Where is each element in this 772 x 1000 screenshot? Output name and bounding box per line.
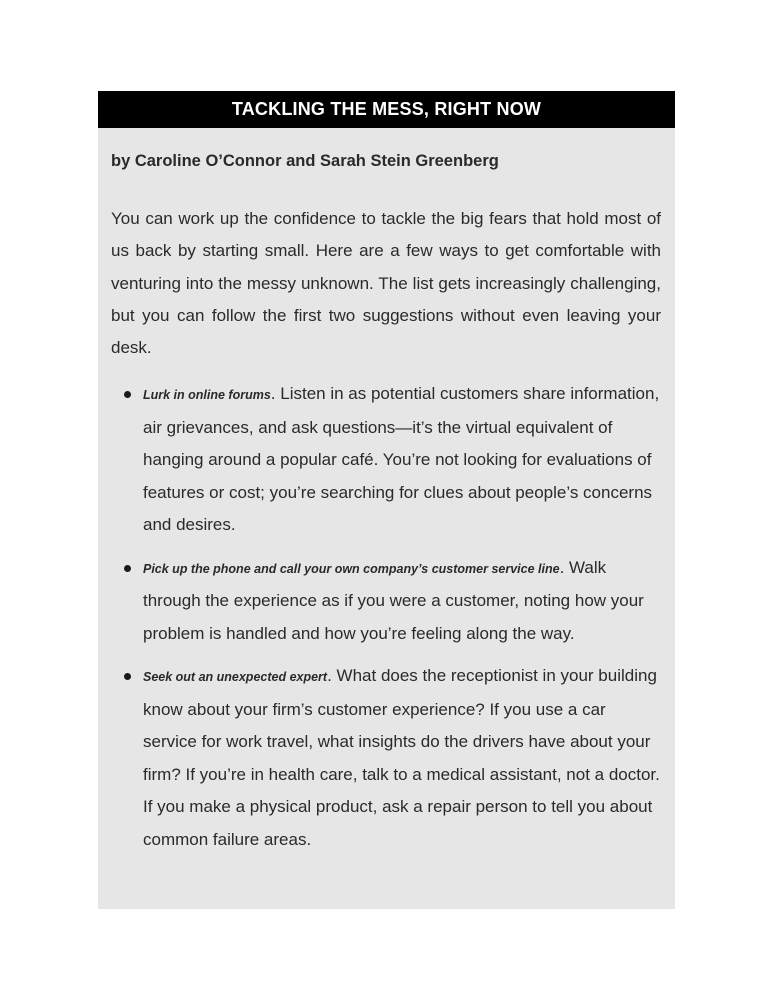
list-item: [143, 660, 661, 856]
tip-text: Listen in as potential customers share information, air grievances, and ask questions—it’s the virtual equivalent of hanging around a popular café. You’re not looking for evaluations of features or cost; you’re searching for clues about people’s concerns and desires.: [143, 384, 660, 535]
tip-lead-period: .: [270, 384, 281, 404]
byline: by Caroline O’Connor and Sarah Stein Greenberg: [111, 152, 499, 170]
list-item: [143, 552, 661, 651]
sidebar-box: [98, 91, 675, 909]
tip-lead-period: .: [559, 557, 570, 577]
tip-lead: Seek out an unexpected expert: [143, 670, 328, 685]
bullet-icon: [124, 565, 131, 572]
tip-lead: Lurk in online forums: [143, 388, 271, 403]
intro-paragraph: You can work up the confidence to tackle the big fears that hold most of us back by starting small. Here are a few ways to get comfortable with venturing into the messy unknown. The list gets increasingly challenging, but you can follow the first two suggestions without even leaving your desk.: [111, 209, 661, 358]
sidebar-content: [98, 150, 675, 856]
bullet-icon: [124, 391, 131, 398]
title-bar: [98, 91, 675, 128]
sidebar-title: TACKLING THE MESS, RIGHT NOW: [231, 99, 542, 119]
tip-text: Walk through the experience as if you were a customer, noting how your problem is handled and how you’re feeling along the way.: [143, 557, 644, 643]
tip-lead-period: .: [327, 666, 337, 686]
tip-text: What does the receptionist in your building know about your firm’s customer experience? If you use a car service for work travel, what insights do the drivers have about your firm? If you’re in health care, talk to a medical assistant, not a doctor. If you make a physical product, ask a repair person to tell you about common failure areas.: [143, 666, 660, 849]
bullet-icon: [124, 673, 131, 680]
tip-lead: Pick up the phone and call your own company’s customer service line: [143, 561, 560, 576]
list-item: [143, 378, 661, 542]
tips-list: [111, 378, 661, 856]
